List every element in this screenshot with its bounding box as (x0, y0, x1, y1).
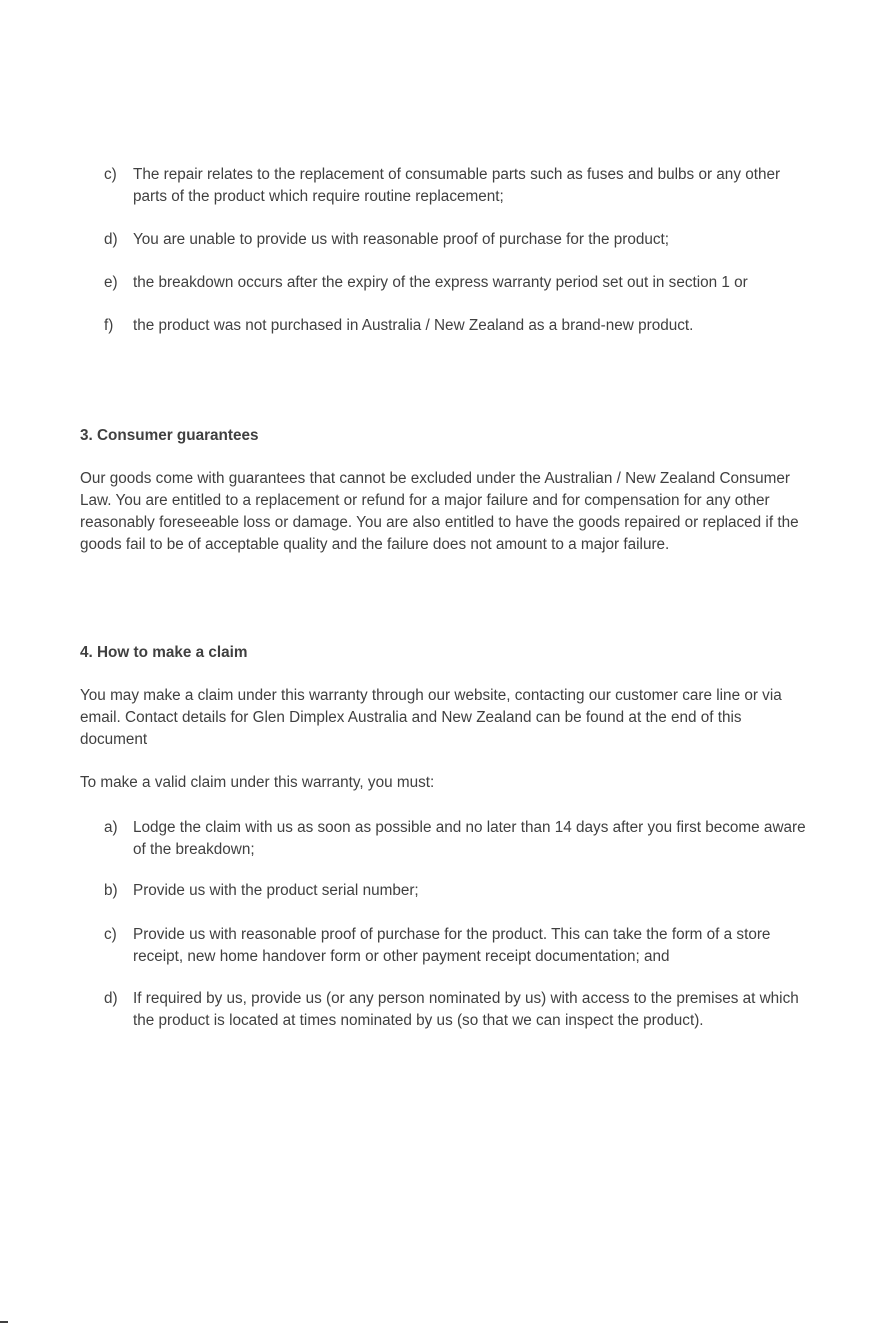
section-4-lead (80, 772, 810, 794)
list-marker: c) (104, 166, 117, 183)
list-item-text: Lodge the claim with us as soon as possible and no later than 14 days after you first become aware of the breakdown; (133, 819, 806, 858)
list-item-text: You are unable to provide us with reasonable proof of purchase for the product; (133, 231, 670, 248)
section-4-heading: 4. How to make a claim (80, 644, 248, 661)
list-marker: e) (104, 274, 118, 291)
section-4-intro (80, 685, 810, 751)
section-3-heading: 3. Consumer guarantees (80, 427, 259, 444)
list-item-text: The repair relates to the replacement of consumable parts such as fuses and bulbs or any other parts of the product which require routine replacement; (133, 166, 781, 205)
list-marker: b) (104, 882, 118, 899)
section-4-lead-paragraph: To make a valid claim under this warranty, you must: (80, 774, 435, 791)
list-marker: f) (104, 317, 114, 334)
list-item-text: Provide us with the product serial number; (133, 882, 419, 899)
section-3-paragraph: Our goods come with guarantees that cannot be excluded under the Australian / New Zealand Consumer Law. You are entitled to a replacement or refund for a major failure and for compensation for any other reasonably foreseeable loss or damage. You are also entitled to have the goods repaired or replaced if the goods fail to be of acceptable quality and the failure does not amount to a major failure. (80, 470, 799, 553)
list-marker: c) (104, 926, 117, 943)
list-marker: d) (104, 231, 118, 248)
list-item-text: Provide us with reasonable proof of purchase for the product. This can take the form of a store receipt, new home handover form or other payment receipt documentation; and (133, 926, 771, 965)
list-marker: d) (104, 990, 118, 1007)
list-item-text: If required by us, provide us (or any person nominated by us) with access to the premises at which the product is located at times nominated by us (so that we can inspect the product). (133, 990, 799, 1029)
section-3-body (80, 468, 810, 556)
list-marker: a) (104, 819, 118, 836)
list-item-text: the breakdown occurs after the expiry of the express warranty period set out in section 1 or (133, 274, 748, 291)
section-4-intro-paragraph: You may make a claim under this warranty through our website, contacting our customer care line or via email. Contact details for Glen Dimplex Australia and New Zealand can be found at the end of this document (80, 687, 782, 748)
list-item-text: the product was not purchased in Australia / New Zealand as a brand-new product. (133, 317, 694, 334)
